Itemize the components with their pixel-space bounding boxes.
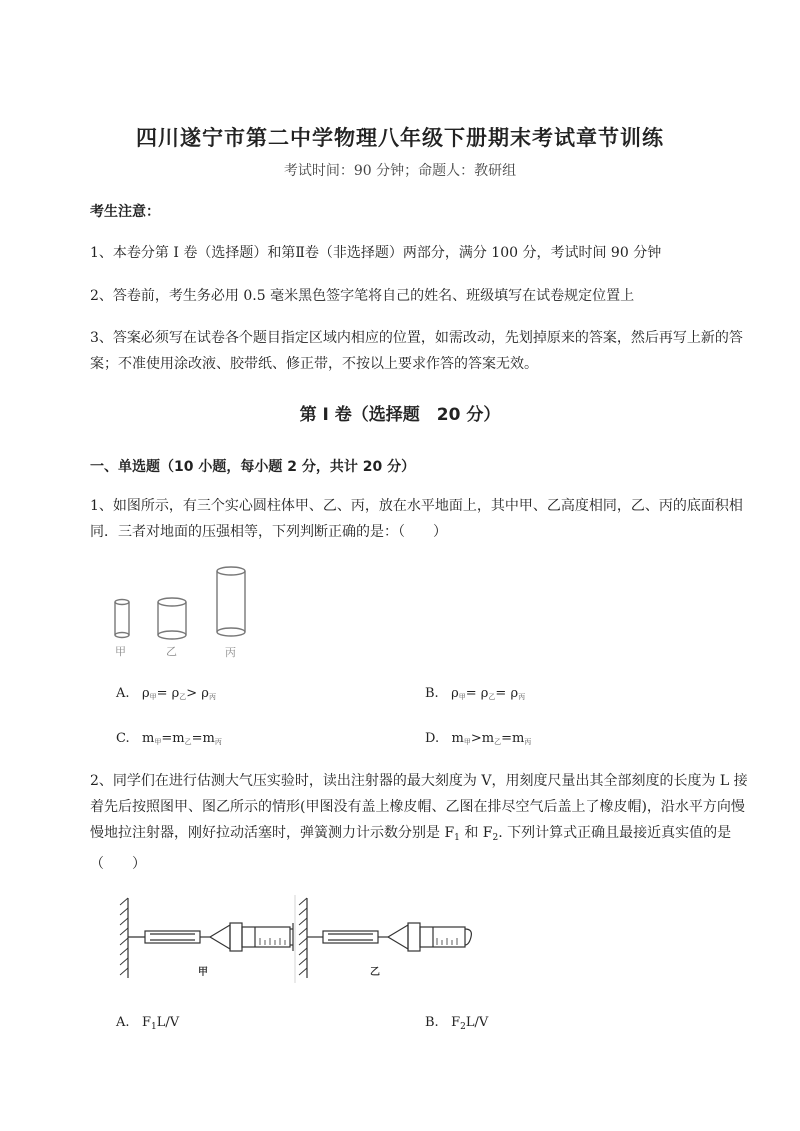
cylinder-bing-bottom — [217, 628, 245, 636]
subscript: 丙 — [524, 738, 532, 746]
figure-label-yi: 乙 — [166, 645, 177, 658]
subscript: 乙 — [179, 693, 187, 701]
notice-heading: 考生注意： — [90, 204, 160, 220]
q2-option-b[interactable] — [425, 1015, 488, 1032]
subscript: 乙 — [494, 738, 502, 746]
subscript: 甲 — [458, 693, 466, 701]
subscript: 2 — [460, 1022, 466, 1032]
subscript: 丙 — [518, 693, 526, 701]
subscript: 甲 — [154, 738, 162, 746]
q1-option-a[interactable] — [116, 686, 216, 702]
operator: = ρ — [495, 686, 519, 701]
subscript: 丙 — [214, 738, 222, 746]
cylinder-jia-bottom — [115, 633, 129, 638]
operator: =m — [501, 731, 525, 746]
q2-option-a[interactable] — [116, 1015, 179, 1032]
subscript: 丙 — [208, 693, 216, 701]
figure-label-yi: 乙 — [370, 967, 380, 978]
rho-symbol: ρ — [451, 686, 459, 701]
cylinders-drawing — [105, 562, 265, 662]
q1-option-c[interactable] — [116, 731, 222, 747]
option-letter: B. — [425, 686, 439, 701]
subscript: 乙 — [184, 738, 192, 746]
rho-symbol: ρ — [141, 686, 150, 701]
option-letter: B. — [425, 1015, 439, 1030]
subscript: 1 — [150, 1022, 157, 1032]
subscript: 甲 — [149, 693, 157, 701]
q2-text-c: . 下列计算式正确且最接近真实值的是（ ） — [90, 825, 732, 872]
mass-symbol: m — [451, 731, 464, 746]
cylinder-yi-bottom — [158, 631, 186, 639]
operator: >m — [470, 731, 495, 746]
operator: > ρ — [186, 686, 209, 701]
figure-label-jia: 甲 — [198, 967, 208, 978]
option-letter: A. — [116, 1015, 130, 1030]
page-title: 四川遂宁市第二中学物理八年级下册期末考试章节训练 — [136, 126, 664, 150]
section-title: 第 I 卷（选择题 20 分） — [299, 405, 501, 425]
q1-option-b[interactable] — [425, 686, 525, 702]
cylinder-yi-top — [158, 598, 186, 606]
operator: =m — [161, 731, 185, 746]
subscript: 甲 — [463, 738, 471, 746]
option-letter: D. — [425, 731, 440, 746]
option-letter: C. — [116, 731, 130, 746]
subscript: 乙 — [488, 693, 496, 701]
force-symbol: F — [141, 1015, 151, 1030]
cylinders-figure — [105, 562, 265, 662]
q2-text-b: 和 F — [459, 825, 493, 841]
question-1-text: 1、如图所示，有三个实心圆柱体甲、乙、丙，放在水平地面上，其中甲、乙高度相同，乙、丙的底面积相同．三者对地面的压强相等，下列判断正确的是：（ ） — [90, 498, 743, 540]
formula-rest: L/V — [465, 1015, 489, 1030]
figure-label-jia: 甲 — [115, 645, 126, 658]
force-symbol: F — [451, 1015, 461, 1030]
subscript: 1 — [454, 833, 460, 843]
cylinder-jia-top — [115, 600, 129, 605]
question-2-text — [90, 768, 750, 877]
mass-symbol: m — [142, 731, 155, 746]
q1-option-d[interactable] — [425, 731, 531, 747]
syringe-figure — [115, 893, 475, 985]
notice-item-2: 2、答卷前，考生务必用 0.5 毫米黑色签字笔将自己的姓名、班级填写在试卷规定位置上 — [90, 288, 635, 304]
syringe-drawing — [115, 893, 475, 985]
operator: =m — [191, 731, 215, 746]
part-heading: 一、单选题（10 小题，每小题 2 分，共计 20 分） — [90, 459, 416, 475]
notice-item-1: 1、本卷分第 I 卷（选择题）和第Ⅱ卷（非选择题）两部分，满分 100 分，考试时间 90 分钟 — [90, 245, 662, 261]
exam-info: 考试时间：90 分钟；命题人：教研组 — [283, 163, 517, 179]
operator: = ρ — [156, 686, 180, 701]
operator: = ρ — [465, 686, 489, 701]
notice-item-3: 3、答案必须写在试卷各个题目指定区域内相应的位置，如需改动，先划掉原来的答案，然后再写上新的答案；不准使用涂改液、胶带纸、修正带，不按以上要求作答的答案无效。 — [90, 330, 743, 372]
formula-rest: L/V — [156, 1015, 180, 1030]
figure-label-bing: 丙 — [225, 646, 236, 659]
subscript: 2 — [492, 833, 499, 843]
option-letter: A. — [116, 686, 130, 701]
cylinder-bing-top — [217, 567, 245, 575]
q2-text-a: 2、同学们在进行估测大气压实验时，读出注射器的最大刻度为 V，用刻度尺量出其全部刻度的长度为 L 接着先后按照图甲、图乙所示的情形(甲图没有盖上橡皮帽、乙图在排尽空气后盖上了橡皮帽)，沿水平方向慢慢地拉注射器，刚好拉动活塞时，弹簧测力计示数分别是 F — [90, 773, 748, 841]
